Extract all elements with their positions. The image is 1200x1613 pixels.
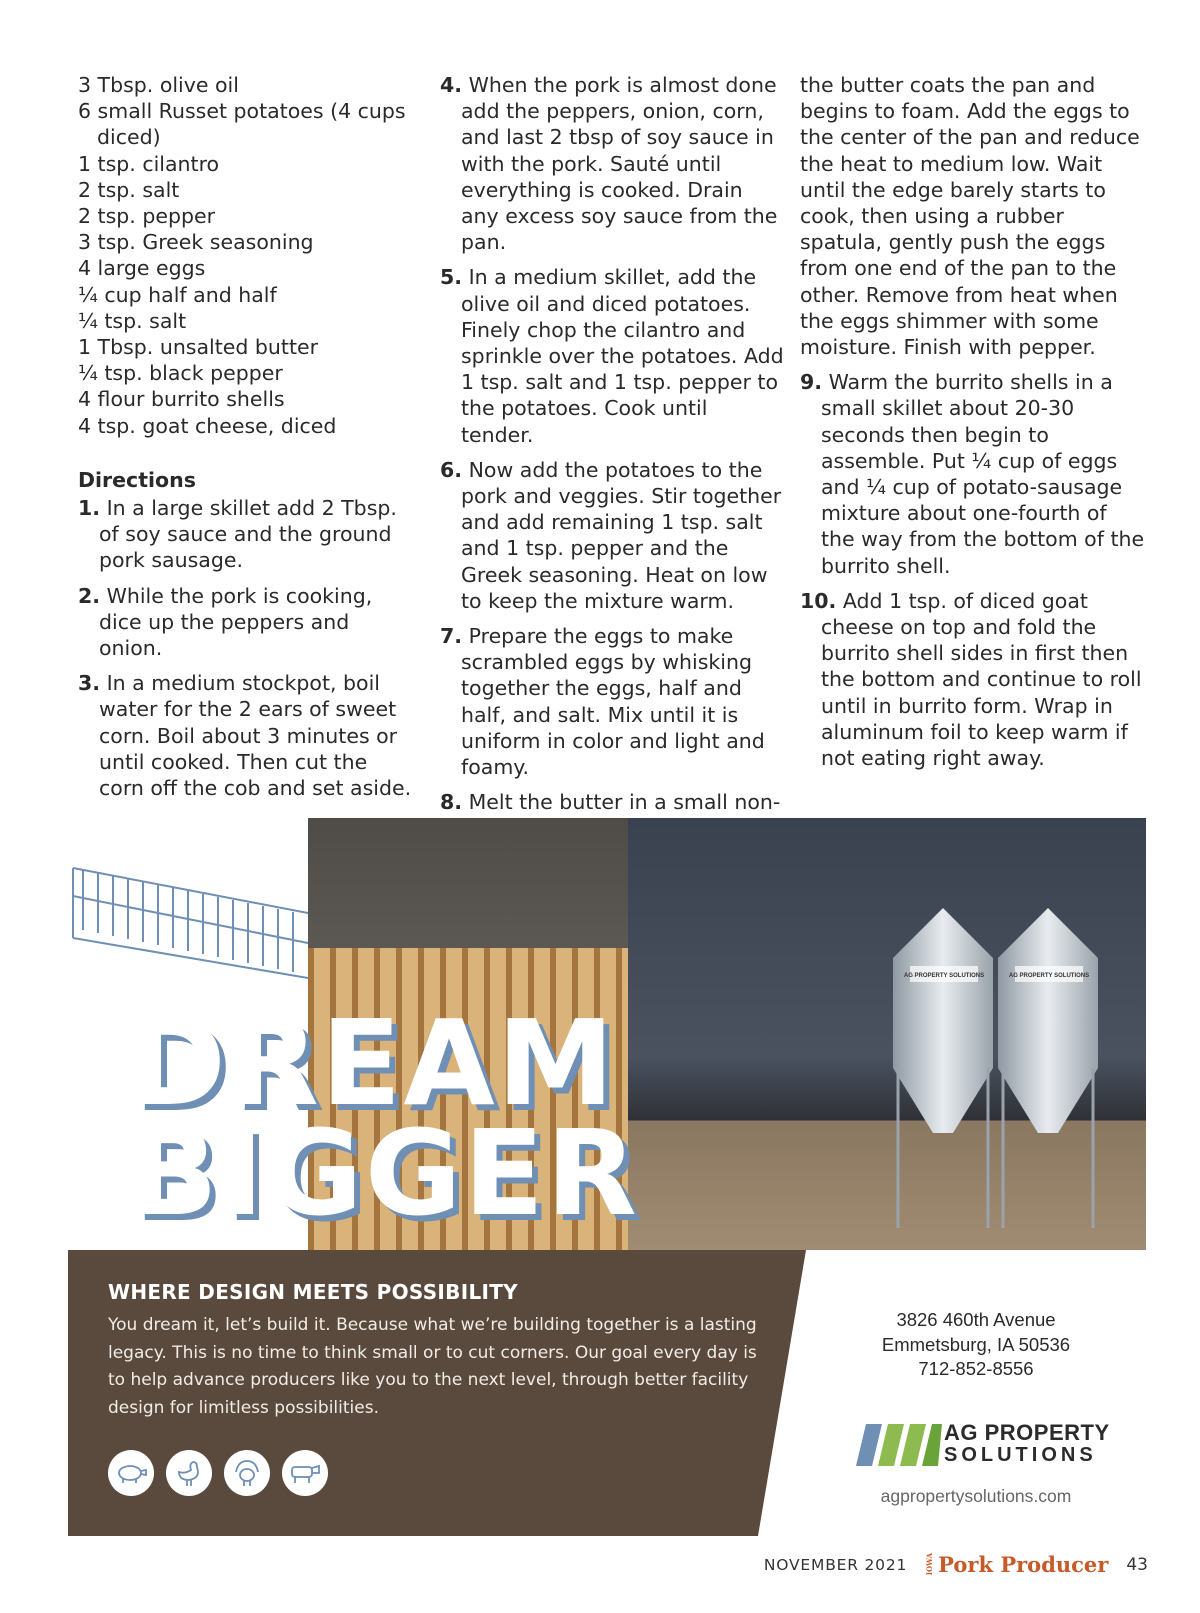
ingredient: 1 Tbsp. unsalted butter	[78, 335, 319, 360]
direction-step	[78, 495, 418, 574]
step-text: While the pork is cooking, dice up the peppers and onion.	[99, 583, 373, 661]
ad-body	[68, 1250, 1146, 1536]
ingredient: 4 large eggs	[78, 256, 206, 281]
direction-step	[440, 623, 785, 780]
step-text: Now add the potatoes to the pork and veggies. Stir together and add remaining 1 tsp. salt and 1 tsp. pepper and the Greek seasoning. Heat on low to keep the mixture warm.	[461, 457, 782, 613]
step-number: 1.	[78, 496, 101, 521]
page-footer	[764, 1552, 1148, 1577]
step-number: 4.	[440, 73, 463, 97]
ingredient: 4 tsp. goat cheese, diced	[78, 413, 337, 438]
logo-text-line1: AG PROPERTY	[944, 1420, 1110, 1445]
contact-box	[806, 1250, 1146, 1536]
silo-label: AG PROPERTY SOLUTIONS	[903, 973, 985, 979]
direction-step	[440, 457, 785, 614]
recipe-column-3	[800, 72, 1145, 780]
directions-list	[78, 495, 418, 801]
magazine-logo	[925, 1552, 1108, 1577]
ingredient: 1 tsp. cilantro	[78, 151, 220, 176]
cow-icon	[282, 1450, 328, 1496]
address-street: 3826 460th Avenue	[896, 1309, 1056, 1330]
magazine-logo-iowa: IOWA	[925, 1553, 935, 1576]
ingredient: ¼ cup half and half	[78, 282, 277, 307]
livestock-icons	[108, 1450, 328, 1496]
ingredient: 3 Tbsp. olive oil	[78, 73, 239, 97]
title-line-bigger: BIGGER	[128, 1104, 640, 1242]
title-line-dream: DREAM	[128, 994, 617, 1132]
direction-step	[78, 670, 418, 801]
step-text: When the pork is almost done add the peppers, onion, corn, and last 2 tbsp of soy sauce in with the pork. Sauté until everything is cooked. Drain any excess soy sauce from the pan.	[461, 73, 778, 255]
ingredient: 6 small Russet potatoes (4 cups diced)	[78, 99, 406, 150]
step-text: Add 1 tsp. of diced goat cheese on top and fold the burrito shell sides in first then the bottom and continue to roll until in burrito form. Wrap in aluminum foil to keep warm if not eating right away.	[821, 588, 1142, 771]
ingredient: 2 tsp. salt	[78, 177, 180, 202]
grain-silos	[888, 908, 1108, 1238]
step-number: 3.	[78, 671, 101, 696]
ingredient: ¼ tsp. black pepper	[78, 361, 283, 386]
step-text: Warm the burrito shells in a small skillet about 20-30 seconds then begin to assemble. Put ¼ cup of eggs and ¼ cup of potato-sausage mixture about one-fourth of the way from the bottom of the burrito shell.	[821, 370, 1145, 578]
directions-list	[800, 369, 1145, 771]
step-number: 6.	[440, 457, 463, 482]
address-city: Emmetsburg, IA 50536	[881, 1333, 1071, 1355]
turkey-icon	[224, 1450, 270, 1496]
issue-date: NOVEMBER 2021	[763, 1555, 908, 1574]
step-number: 9.	[800, 370, 823, 395]
directions-list	[440, 72, 785, 868]
contact-address	[806, 1308, 1146, 1382]
direction-step	[800, 369, 1145, 579]
step-number: 2.	[78, 583, 101, 608]
step-text: In a medium stockpot, boil water for the 2 ears of sweet corn. Boil about 3 minutes or until cooked. Then cut the corn off the cob and set aside.	[99, 671, 412, 801]
pig-icon	[108, 1450, 154, 1496]
ag-property-logo	[856, 1422, 1136, 1468]
direction-step	[800, 588, 1145, 771]
step-text: In a large skillet add 2 Tbsp. of soy sauce and the ground pork sausage.	[99, 496, 397, 573]
ingredient: 3 tsp. Greek seasoning	[78, 230, 314, 255]
direction-step	[440, 72, 785, 255]
step-number: 7.	[440, 624, 463, 649]
directions-heading: Directions	[78, 467, 196, 492]
step-text: Melt the butter in a small non-	[468, 790, 781, 815]
step-text: Prepare the eggs to make scrambled eggs by whisking together the eggs, half and half, and salt. Mix until it is uniform in color and light and foamy.	[461, 624, 765, 780]
chicken-icon	[166, 1450, 212, 1496]
info-box-slant	[758, 1250, 806, 1536]
ingredient: ¼ tsp. salt	[78, 308, 187, 333]
phone-number[interactable]: 712-852-8556	[918, 1358, 1034, 1379]
step-number: 8.	[440, 790, 463, 815]
ad-headline: WHERE DESIGN MEETS POSSIBILITY	[108, 1280, 518, 1304]
website-link[interactable]: agpropertysolutions.com	[880, 1486, 1072, 1506]
step-8-continued: the butter coats the pan and begins to foam. Add the eggs to the center of the pan and reduce the heat to medium low. Wait until the edge barely starts to cook, then using a rubber spatula, gently push the eggs from one end of the pan to the other. Remove from heat when the eggs shimmer with some moisture. Finish with pepper.	[800, 73, 1140, 360]
recipe-column-1	[78, 72, 418, 810]
page-number: 43	[1126, 1554, 1148, 1575]
step-text: In a medium skillet, add the olive oil and diced potatoes. Finely chop the cilantro and sprinkle over the potatoes. Add 1 tsp. salt and 1 tsp. pepper to the potatoes. Cook until tender.	[461, 265, 784, 447]
barn-photo	[68, 818, 1146, 1250]
logo-stripes-icon	[856, 1424, 942, 1466]
logo-text-line2: SOLUTIONS	[944, 1444, 1097, 1466]
recipe-column-2	[440, 72, 785, 877]
dream-bigger-title	[128, 994, 640, 1242]
ingredient-list	[78, 72, 418, 439]
magazine-name: Pork Producer	[938, 1552, 1109, 1577]
ingredient: 2 tsp. pepper	[78, 204, 216, 229]
ingredient: 4 flour burrito shells	[78, 387, 285, 412]
step-number: 5.	[440, 265, 463, 290]
ad-copy: You dream it, let’s build it. Because what we’re building together is a lasting legacy. This is no time to think small or to cut corners. Our goal every day is to help advance producers like you to the next level, through better facility design for limitless possibilities.	[108, 1315, 757, 1418]
ag-property-ad[interactable]	[68, 818, 1146, 1536]
direction-step	[440, 264, 785, 447]
direction-step	[78, 583, 418, 662]
silo-label: AG PROPERTY SOLUTIONS	[1008, 973, 1090, 979]
step-number: 10.	[800, 588, 837, 613]
